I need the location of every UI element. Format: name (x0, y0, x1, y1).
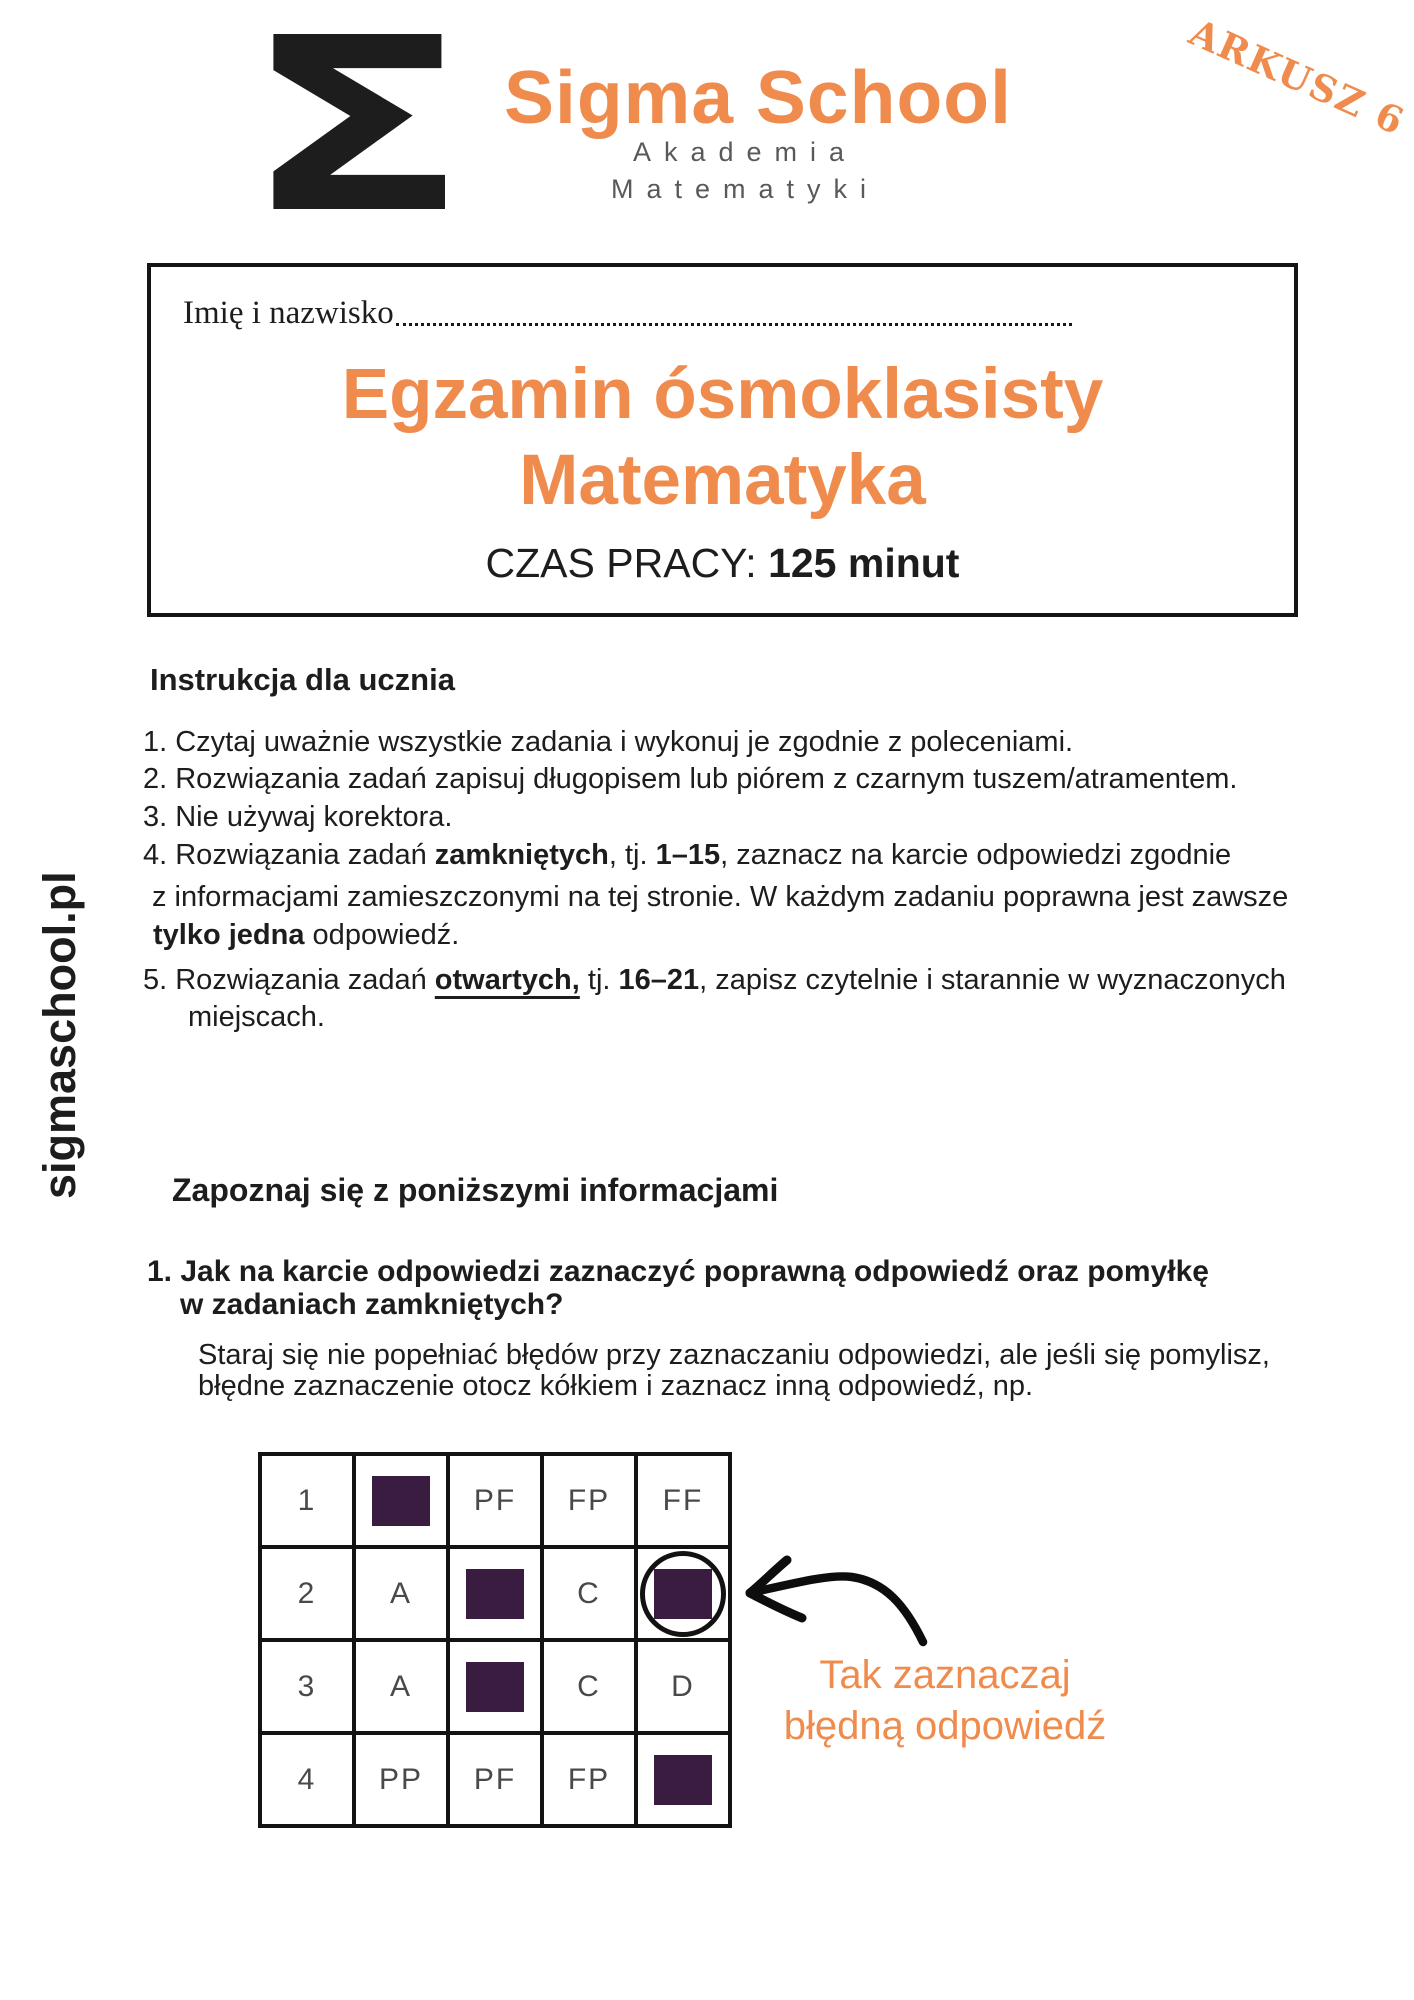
answer-grid-cell: 2 (260, 1547, 354, 1640)
answer-grid-cell: PP (354, 1733, 448, 1826)
mistake-caption-line2: błędną odpowiedź (783, 1704, 1107, 1748)
answer-grid-cell (448, 1547, 542, 1640)
site-url-vertical: sigmaschool.pl (34, 871, 85, 1199)
arkusz-badge: ARKUSZ 6 (1183, 9, 1412, 145)
answer-grid-row (260, 1547, 730, 1640)
instruction-text: , zapisz czytelnie i starannie w wyznaczonych (699, 964, 1286, 996)
answer-grid-cell: A (354, 1640, 448, 1733)
instruction-text: odpowiedź. (304, 919, 460, 951)
answer-grid-cell: 3 (260, 1640, 354, 1733)
answer-grid-cell: PF (448, 1454, 542, 1547)
answer-grid-row (260, 1640, 730, 1733)
name-line (183, 295, 1264, 332)
instruction-bold: zamkniętych (434, 839, 609, 871)
answer-grid-cell: C (542, 1640, 636, 1733)
answer-grid-cell: C (542, 1547, 636, 1640)
answer-grid-row (260, 1454, 730, 1547)
answer-grid-cell (636, 1733, 730, 1826)
answer-grid-cell: FP (542, 1733, 636, 1826)
sigma-logo-icon: Σ (243, 0, 470, 266)
instruction-item-3: 3. Nie używaj korektora. (143, 801, 453, 833)
info-paragraph-line2: błędne zaznaczenie otocz kółkiem i zaznacz inną odpowiedź, np. (198, 1370, 1034, 1402)
arrow-icon (735, 1545, 935, 1655)
instruction-item-4-line3 (153, 919, 459, 952)
question1-line2: w zadaniach zamkniętych? (180, 1288, 564, 1321)
instruction-item-5 (143, 964, 1286, 997)
answer-grid-cell: A (354, 1547, 448, 1640)
marked-square (654, 1755, 712, 1805)
time-label: CZAS PRACY: (485, 540, 757, 586)
instruction-item-4-line2: z informacjami zamieszczonymi na tej stronie. W każdym zadaniu poprawna jest zawsze (152, 881, 1289, 913)
answer-grid (258, 1452, 732, 1828)
marked-square (466, 1662, 524, 1712)
exam-title-line2: Matematyka (519, 441, 926, 520)
mistake-caption-line1: Tak zaznaczaj (819, 1653, 1071, 1697)
instruction-item-1: 1. Czytaj uważnie wszystkie zadania i wykonuj je zgodnie z poleceniami. (143, 726, 1074, 758)
exam-title-line1: Egzamin ósmoklasisty (341, 355, 1104, 434)
brand-subtitle-line2: Matematyki (610, 174, 880, 204)
exam-time (151, 540, 1294, 587)
brand-subtitle (505, 134, 985, 208)
mistake-caption (775, 1650, 1115, 1752)
instruction-text: , tj. (608, 839, 656, 871)
name-dotted-line (396, 323, 1072, 326)
instruction-bold-underline: otwartych, (434, 964, 580, 996)
answer-grid-cell (354, 1454, 448, 1547)
instruction-text: , zaznacz na karcie odpowiedzi zgodnie (720, 839, 1232, 871)
info-paragraph-line1: Staraj się nie popełniać błędów przy zaznaczaniu odpowiedzi, ale jeśli się pomylisz, (198, 1339, 1270, 1371)
answer-grid-cell (636, 1547, 730, 1640)
instruction-text: 5. Rozwiązania zadań (143, 964, 435, 996)
answer-grid-cell: 1 (260, 1454, 354, 1547)
answer-grid-cell: FP (542, 1454, 636, 1547)
instructions-heading: Instrukcja dla ucznia (150, 662, 455, 697)
info-heading: Zapoznaj się z poniższymi informacjami (172, 1172, 779, 1208)
title-box (147, 263, 1298, 617)
answer-grid-cell: 4 (260, 1733, 354, 1826)
brand-subtitle-line1: Akademia (632, 137, 858, 167)
answer-grid-row (260, 1733, 730, 1826)
question1-line1: 1. Jak na karcie odpowiedzi zaznaczyć poprawną odpowiedź oraz pomyłkę (147, 1255, 1209, 1288)
mistake-circle (640, 1551, 726, 1637)
answer-grid-body (260, 1454, 730, 1826)
marked-square (466, 1569, 524, 1619)
brand-name: Sigma School (504, 55, 1012, 139)
instruction-bold: tylko jedna (153, 919, 305, 951)
answer-grid-cell: FF (636, 1454, 730, 1547)
instruction-bold: 16–21 (618, 964, 700, 996)
answer-grid-cell: PF (448, 1733, 542, 1826)
instruction-item-2: 2. Rozwiązania zadań zapisuj długopisem lub piórem z czarnym tuszem/atramentem. (143, 763, 1238, 795)
instruction-text: tj. (579, 964, 619, 996)
name-label: Imię i nazwisko (183, 295, 394, 331)
answer-grid-cell: D (636, 1640, 730, 1733)
time-value: 125 minut (768, 540, 960, 586)
answer-grid-table (258, 1452, 732, 1828)
answer-grid-cell (448, 1640, 542, 1733)
instruction-bold: 1–15 (655, 839, 721, 871)
instruction-item-4 (143, 839, 1231, 872)
exam-title (151, 352, 1294, 524)
marked-square (372, 1476, 430, 1526)
instruction-item-5-line2: miejscach. (188, 1001, 325, 1033)
instruction-text: 4. Rozwiązania zadań (143, 839, 435, 871)
